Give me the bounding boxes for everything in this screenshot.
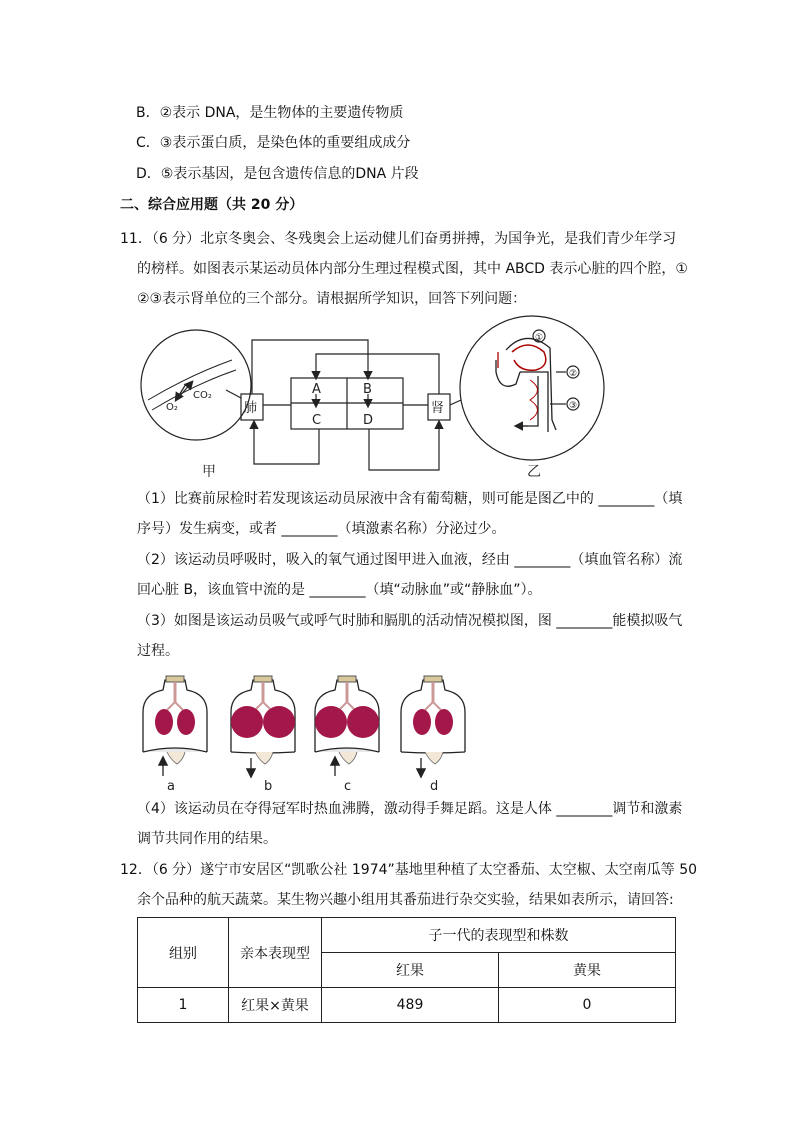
lung-balloon-right-2 xyxy=(347,706,379,738)
lung-balloon-left-2 xyxy=(315,706,347,738)
nephron-mark-3: ③ xyxy=(569,401,578,411)
q11-part4-line1: （4）该运动员在夺得冠军时热血沸腾，激动得手舞足蹈。这是人体 ________调节和激素 xyxy=(137,801,683,817)
jar-stopper-3 xyxy=(424,676,442,682)
chamber-d: D xyxy=(363,413,374,428)
lung-balloon-right-3 xyxy=(435,709,453,735)
section-title: 二、综合应用题（共 20 分） xyxy=(120,197,304,213)
jar-stopper-0 xyxy=(166,676,184,682)
q12-stem-line1: 12．（6 分）遂宁市安居区“凯歌公社 1974”基地里种植了太空番茄、太空椒、太空南瓜等 50 xyxy=(120,862,698,878)
header-parent: 亲本表现型 xyxy=(229,918,322,988)
chamber-b: B xyxy=(363,382,372,397)
lung-balloon-left-0 xyxy=(155,709,173,735)
jar-label-d: d xyxy=(430,779,439,794)
jar-label-c: c xyxy=(344,779,352,794)
header-red: 红果 xyxy=(322,953,499,988)
o2-label: O₂ xyxy=(166,402,178,413)
q12-stem-line2: 余个品种的航天蔬菜。某生物兴趣小组用其番茄进行杂交实验，结果如表所示，请回答: xyxy=(137,892,674,908)
cell-group: 1 xyxy=(138,988,229,1023)
co2-label: CO₂ xyxy=(193,390,212,401)
figure-label-yi: 乙 xyxy=(527,464,541,480)
lung-balloon-right-1 xyxy=(263,706,295,738)
q11-part2-line1: （2）该运动员呼吸时，吸入的氧气通过图甲进入血液，经由 ________（填血管名称）流 xyxy=(137,552,683,568)
chamber-a: A xyxy=(312,382,321,397)
chamber-c: C xyxy=(312,413,322,428)
jar-label-a: a xyxy=(167,779,175,794)
header-yellow: 黄果 xyxy=(499,953,676,988)
cell-red: 489 xyxy=(322,988,499,1023)
q11-part2-line2: 回心脏 B，该血管中流的是 ________（填“动脉血”或“静脉血”）。 xyxy=(137,582,542,598)
q11-stem-line2: 的榜样。如图表示某运动员体内部分生理过程模式图，其中 ABCD 表示心脏的四个腔，① xyxy=(137,261,688,277)
q11-part3-line1: （3）如图是该运动员吸气或呼气时肺和膈肌的活动情况模拟图，图 ________能模拟吸气 xyxy=(137,613,683,629)
lung-balloon-left-1 xyxy=(231,706,263,738)
q11-part1-line1: （1）比赛前尿检时若发现该运动员尿液中含有葡萄糖，则可能是图乙中的 ________（填 xyxy=(137,491,683,507)
header-offspring: 子一代的表现型和株数 xyxy=(322,918,676,953)
nephron-mark-2: ② xyxy=(569,369,578,379)
jar-label-b: b xyxy=(264,779,273,794)
lung-balloon-right-0 xyxy=(177,709,195,735)
diaphragm-2 xyxy=(315,748,379,752)
option-b: B．②表示 DNA，是生物体的主要遗传物质 xyxy=(136,105,404,121)
cell-parent: 红果×黄果 xyxy=(229,988,322,1023)
q11-stem-line1: 11．（6 分）北京冬奥会、冬残奥会上运动健儿们奋勇拼搏，为国争光，是我们青少年学习 xyxy=(120,231,677,247)
lung-label: 肺 xyxy=(244,401,258,416)
q11-stem-line3: ②③表示肾单位的三个部分。请根据所学知识，回答下列问题： xyxy=(137,291,527,307)
results-table xyxy=(137,917,676,1023)
option-c: C．③表示蛋白质，是染色体的重要组成成分 xyxy=(136,135,411,151)
nephron-mark-1: ① xyxy=(535,333,544,343)
jar-stopper-2 xyxy=(338,676,356,682)
kidney-label: 肾 xyxy=(431,401,445,416)
cell-yellow: 0 xyxy=(499,988,676,1023)
q11-part1-line2: 序号）发生病变，或者 ________（填激素名称）分泌过少。 xyxy=(137,521,506,537)
figure-label-jia: 甲 xyxy=(202,464,216,480)
header-group: 组别 xyxy=(138,918,229,988)
q11-part3-line2: 过程。 xyxy=(137,643,179,659)
jar-stopper-1 xyxy=(254,676,272,682)
q11-part4-line2: 调节共同作用的结果。 xyxy=(137,831,277,847)
table-row xyxy=(138,988,676,1023)
diaphragm-0 xyxy=(143,748,207,752)
lung-balloon-left-3 xyxy=(413,709,431,735)
option-d: D．⑤表示基因，是包含遗传信息的DNA 片段 xyxy=(136,166,419,182)
